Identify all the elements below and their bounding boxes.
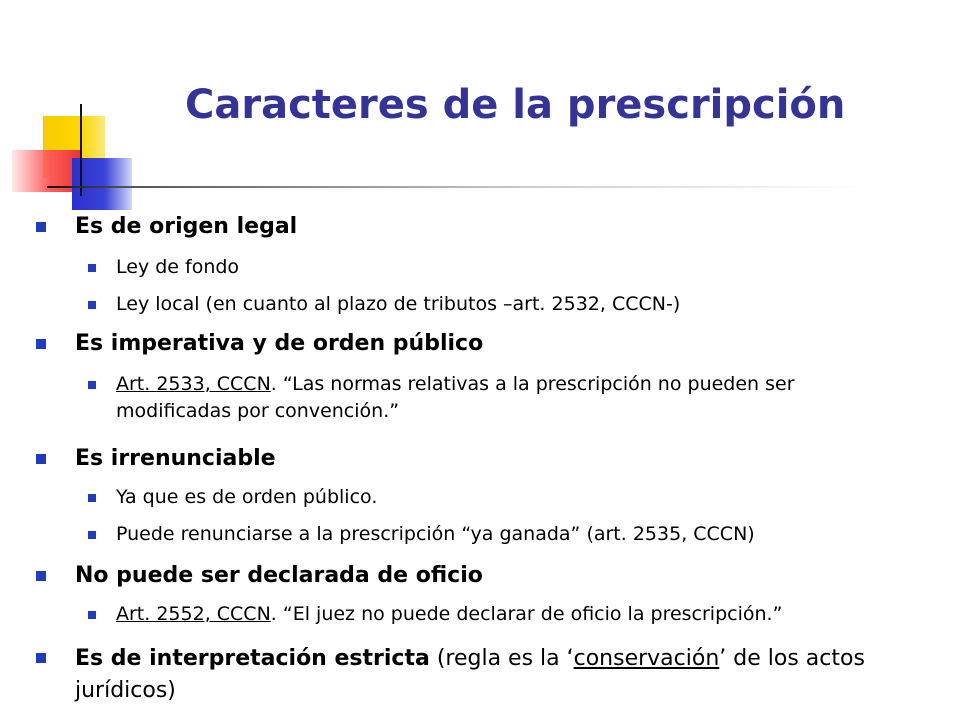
list-item bbox=[75, 444, 276, 474]
square-bullet-icon bbox=[36, 339, 46, 349]
item-text: Ya que es de orden público. bbox=[116, 486, 378, 508]
decorative-vertical-line bbox=[80, 104, 82, 196]
item-text: Ley de fondo bbox=[116, 256, 240, 278]
item-text: Es de origen legal bbox=[75, 214, 298, 239]
item-text: Ley local (en cuanto al plazo de tributos –art. 2532, CCCN-) bbox=[116, 293, 681, 315]
item-text: ’ de los actos jurídicos) bbox=[75, 646, 865, 703]
item-text: . “El juez no puede declarar de oficio la prescripción.” bbox=[270, 603, 783, 625]
title-underline-rule bbox=[47, 186, 867, 188]
article-link[interactable]: Art. 2533, CCCN bbox=[116, 373, 271, 395]
list-item bbox=[116, 484, 377, 510]
item-text: (regla es la ‘ bbox=[429, 646, 574, 671]
square-bullet-icon bbox=[88, 531, 96, 539]
list-item bbox=[116, 601, 782, 627]
list-item bbox=[75, 212, 297, 242]
square-bullet-icon bbox=[36, 222, 46, 232]
item-text: . “Las normas relativas a la prescripción no pueden ser bbox=[270, 373, 795, 395]
item-text: Es irrenunciable bbox=[75, 446, 276, 471]
square-bullet-icon bbox=[88, 301, 96, 309]
list-item bbox=[75, 329, 483, 359]
item-text: Es imperativa y de orden público bbox=[75, 331, 484, 356]
list-item bbox=[116, 371, 795, 397]
square-bullet-icon bbox=[88, 611, 96, 619]
conservation-link[interactable]: conservación bbox=[573, 646, 720, 671]
square-bullet-icon bbox=[88, 264, 96, 272]
list-item-continuation bbox=[116, 398, 399, 424]
item-text: No puede ser declarada de oficio bbox=[75, 563, 483, 588]
list-item bbox=[116, 521, 755, 547]
item-text: Puede renunciarse a la prescripción “ya ganada” (art. 2535, CCCN) bbox=[116, 523, 755, 545]
square-bullet-icon bbox=[36, 653, 46, 663]
list-item bbox=[75, 561, 483, 591]
square-bullet-icon bbox=[88, 381, 96, 389]
item-text-bold: Es de interpretación estricta bbox=[75, 646, 430, 671]
article-link[interactable]: Art. 2552, CCCN bbox=[116, 603, 271, 625]
item-text: modificadas por convención.” bbox=[116, 400, 400, 422]
slide-title: Caracteres de la prescripción bbox=[185, 82, 846, 128]
list-item bbox=[116, 254, 239, 280]
square-bullet-icon bbox=[36, 571, 46, 581]
list-item bbox=[116, 291, 680, 317]
square-bullet-icon bbox=[88, 494, 96, 502]
square-bullet-icon bbox=[36, 454, 46, 464]
list-item bbox=[75, 643, 945, 707]
